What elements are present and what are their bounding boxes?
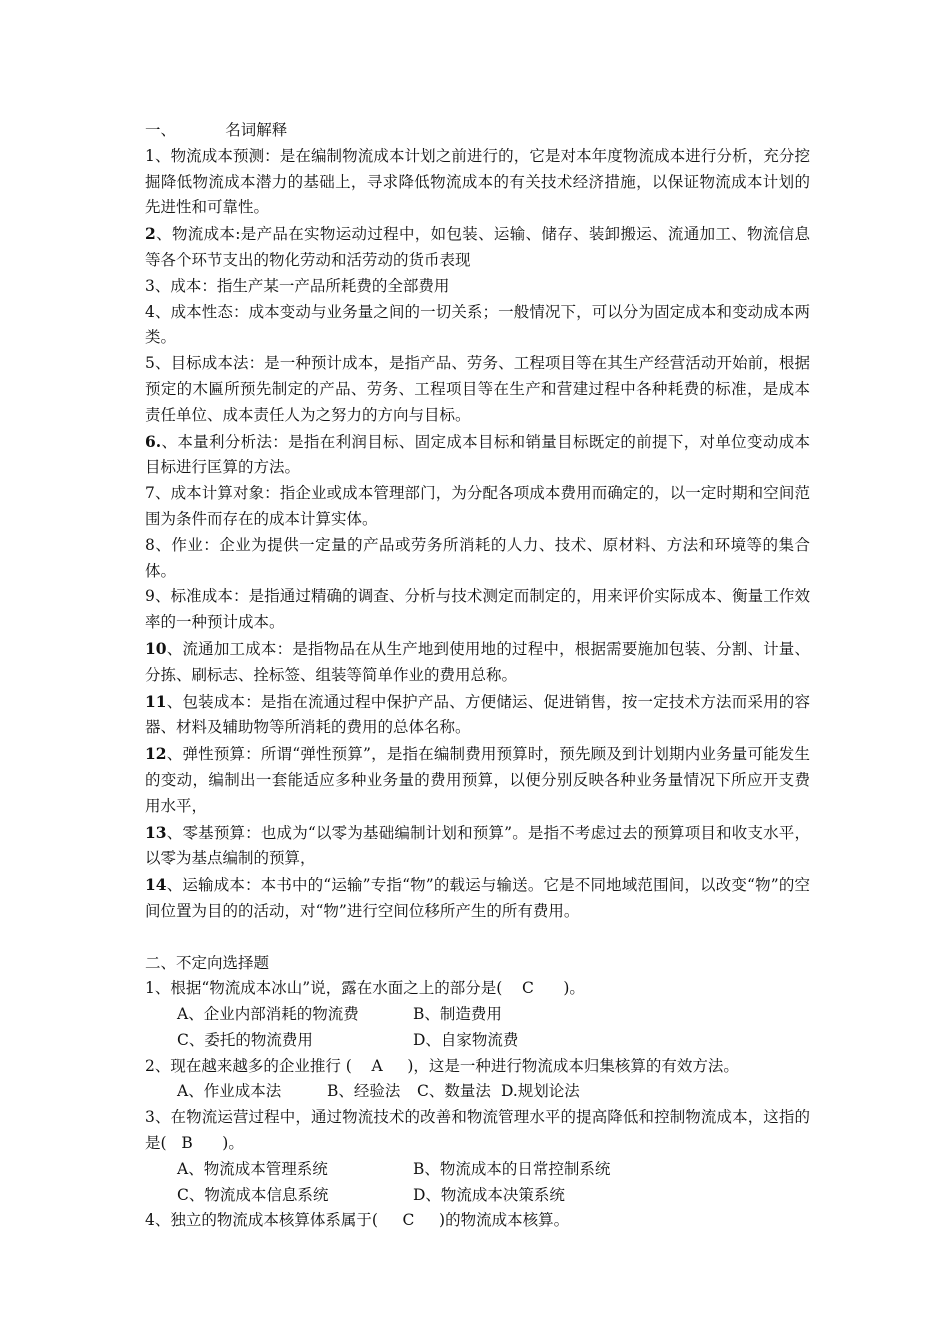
item-separator: 、 [166,639,183,658]
option-text: B、物流成本的日常控制系统 [413,1159,611,1178]
item-number: 2 [145,224,156,244]
option-row [177,1028,810,1054]
definition-item [145,636,810,689]
item-separator: 、 [154,146,171,165]
definition-item [145,533,810,585]
item-separator: 、 [154,276,171,295]
item-number: 10 [145,638,167,658]
option-text: A、作业成本法 [177,1082,282,1101]
option-text: A、物流成本管理系统 [177,1159,328,1178]
definition-item [145,429,810,482]
definition-item [145,741,810,819]
definition-item [145,872,810,925]
item-number: 9 [145,587,155,606]
definition-item [145,820,810,873]
item-text: 流通加工成本：是指物品在从生产地到使用地的过程中，根据需要施加包装、分割、计量、分拣、刷标志、拴标签、组装等简单作业的费用总称。 [145,639,810,684]
item-separator: 、 [154,484,171,503]
item-text: 成本：指生产某一产品所耗费的全部费用 [170,276,450,295]
item-text: 零基预算：也成为“以零为基础编制计划和预算”。是指不考虑过去的预算项目和收支水平，以零为基点编制的预算， [145,823,810,868]
definitions-list [145,144,810,925]
document-content [145,118,810,1234]
item-number: 7 [145,484,155,503]
option-text: A、企业内部消耗的物流费 [177,1005,359,1024]
option-text: C、委托的物流费用 [177,1030,313,1049]
definition-item [145,689,810,742]
section-2-title: 二、不定向选择题 [145,953,270,972]
definition-item [145,481,810,533]
item-number: 6. [145,431,162,451]
question-stem: 2、现在越来越多的企业推行 ( A )，这是一种进行物流成本归集核算的有效方法。 [145,1056,739,1075]
question-stem: 4、独立的物流成本核算体系属于( C )的物流成本核算。 [145,1211,570,1230]
item-number: 3 [145,276,155,295]
item-text: 目标成本法：是一种预计成本，是指产品、劳务、工程项目等在其生产经营活动开始前，根据预定的木匾所预先制定的产品、劳务、工程项目等在生产和营建过程中各种耗费的标准，是成本责任单位、成本责任人为之努力的方向与目标。 [145,354,810,424]
question-options [145,1002,810,1054]
option-text: C、数量法 [417,1082,491,1101]
item-separator: 、 [154,354,171,373]
item-separator: 、 [161,432,178,451]
option-text: D、自家物流费 [413,1030,519,1049]
item-text: 物流成本预测：是在编制物流成本计划之前进行的，它是对本年度物流成本进行分析，充分挖掘降低物流成本潜力的基础上，寻求降低物流成本的有关技术经济措施，以保证物流成本计划的先进性和可靠性。 [145,146,810,217]
option-row [177,1079,810,1105]
definition-item [145,300,810,352]
item-text: 包装成本：是指在流通过程中保护产品、方便储运、促进销售，按一定技术方法而采用的容器、材料及辅助物等所消耗的费用的总体名称。 [145,692,810,737]
item-separator: 、 [154,302,171,321]
definition-item [145,584,810,636]
item-number: 11 [145,691,167,711]
question-options [145,1079,810,1105]
item-separator: 、 [166,823,183,842]
option-text: B、制造费用 [413,1005,502,1024]
definition-item [145,274,810,300]
option-text: D、物流成本决策系统 [413,1185,565,1204]
item-separator: 、 [155,225,172,244]
definition-item [145,144,810,221]
item-number: 1 [145,146,155,165]
item-number: 12 [145,744,167,764]
item-text: 本量利分析法：是指在利润目标、固定成本目标和销量目标既定的前提下，对单位变动成本目标进行匡算的方法。 [145,432,810,477]
question-options [145,1157,810,1209]
option-row [177,1157,810,1183]
item-number: 14 [145,875,167,895]
questions-list [145,976,810,1234]
item-separator: 、 [166,692,183,711]
section-spacer [145,925,810,951]
item-text: 作业：企业为提供一定量的产品或劳务所消耗的人力、技术、原材料、方法和环境等的集合体。 [145,535,810,580]
item-number: 8 [145,535,155,554]
item-separator: 、 [166,876,183,895]
item-separator: 、 [154,587,171,606]
item-separator: 、 [166,745,183,764]
option-text: D.规划论法 [501,1082,580,1101]
option-row [177,1183,810,1209]
item-text: 标准成本：是指通过精确的调查、分析与技术测定而制定的，用来评价实际成本、衡量工作效率的一种预计成本。 [145,587,810,632]
item-number: 4 [145,302,155,321]
definition-item [145,351,810,428]
item-number: 5 [145,354,155,373]
item-text: 成本计算对象：指企业或成本管理部门，为分配各项成本费用而确定的，以一定时期和空间范围为条件而存在的成本计算实体。 [145,484,810,528]
question-stem: 1、根据“物流成本冰山”说，露在水面之上的部分是( C )。 [145,979,585,998]
definition-item [145,221,810,274]
option-text: C、物流成本信息系统 [177,1185,329,1204]
question-stem: 3、在物流运营过程中，通过物流技术的改善和物流管理水平的提高降低和控制物流成本，这指的是( B )。 [145,1108,810,1153]
section-1-title: 一、 名词解释 [145,121,288,139]
item-text: 运输成本：本书中的“运输”专指“物”的载运与输送。它是不同地域范围间，以改变“物”的空间位置为目的的活动，对“物”进行空间位移所产生的所有费用。 [145,876,810,920]
item-number: 13 [145,822,167,842]
item-separator: 、 [154,535,172,554]
option-row [177,1002,810,1028]
item-text: 成本性态：成本变动与业务量之间的一切关系；一般情况下，可以分为固定成本和变动成本两类。 [145,302,810,347]
item-text: 物流成本:是产品在实物运动过程中，如包装、运输、储存、装卸搬运、流通加工、物流信息等各个环节支出的物化劳动和活劳动的货币表现 [145,225,810,269]
item-text: 弹性预算：所谓“弹性预算”，是指在编制费用预算时，预先顾及到计划期内业务量可能发生的变动，编制出一套能适应多种业务量的费用预算，以便分别反映各种业务量情况下所应开支费用水平， [145,745,810,815]
option-text: B、经验法 [327,1082,401,1101]
